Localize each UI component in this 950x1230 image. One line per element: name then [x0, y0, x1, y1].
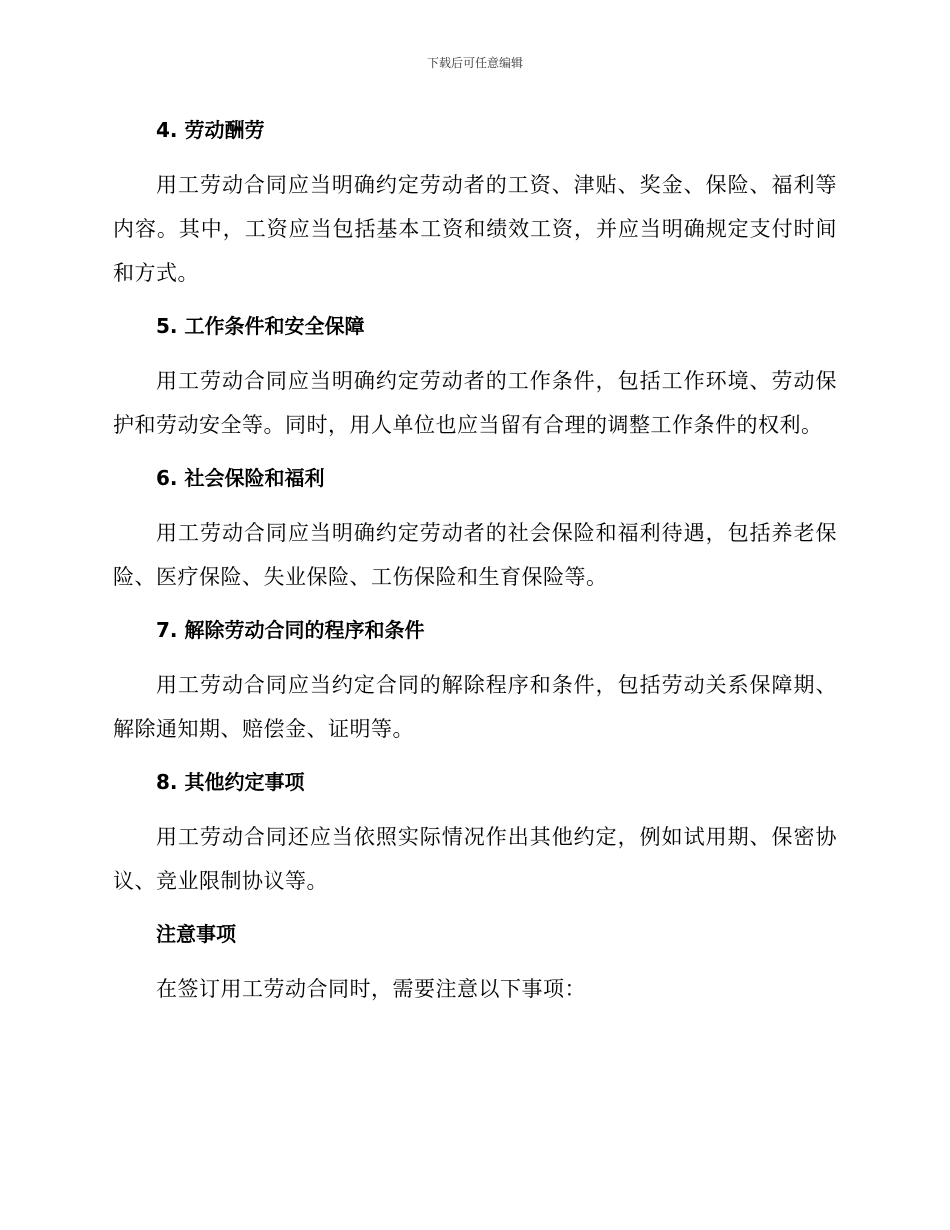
section-7	[113, 610, 837, 762]
section-heading: 注意事项	[156, 922, 236, 946]
section-paragraph: 用工劳动合同应当明确约定劳动者的工资、津贴、奖金、保险、福利等内容。其中，工资应当包括基本工资和绩效工资，并应当明确规定支付时间和方式。	[113, 173, 837, 285]
section-paragraph: 用工劳动合同应当明确约定劳动者的工作条件，包括工作环境、劳动保护和劳动安全等。同时，用人单位也应当留有合理的调整工作条件的权利。	[113, 369, 837, 437]
section-heading: 5. 工作条件和安全保障	[156, 314, 365, 338]
section-heading: 4. 劳动酬劳	[156, 118, 265, 142]
document-body	[113, 110, 837, 1011]
section-5	[113, 306, 837, 458]
section-paragraph: 用工劳动合同还应当依照实际情况作出其他约定，例如试用期、保密协议、竞业限制协议等。	[113, 825, 837, 893]
section-paragraph: 用工劳动合同应当约定合同的解除程序和条件，包括劳动关系保障期、解除通知期、赔偿金、证明等。	[113, 673, 837, 741]
section-heading: 6. 社会保险和福利	[156, 466, 325, 490]
section-heading: 7. 解除劳动合同的程序和条件	[156, 618, 425, 642]
section-4	[113, 110, 837, 306]
section-8	[113, 762, 837, 914]
section-heading: 8. 其他约定事项	[156, 770, 305, 794]
page-header: 下载后可任意编辑	[426, 56, 523, 70]
section-notes	[113, 914, 837, 1011]
section-paragraph: 用工劳动合同应当明确约定劳动者的社会保险和福利待遇，包括养老保险、医疗保险、失业保险、工伤保险和生育保险等。	[113, 521, 837, 589]
section-6	[113, 458, 837, 610]
section-paragraph: 在签订用工劳动合同时，需要注意以下事项：	[156, 977, 586, 1001]
